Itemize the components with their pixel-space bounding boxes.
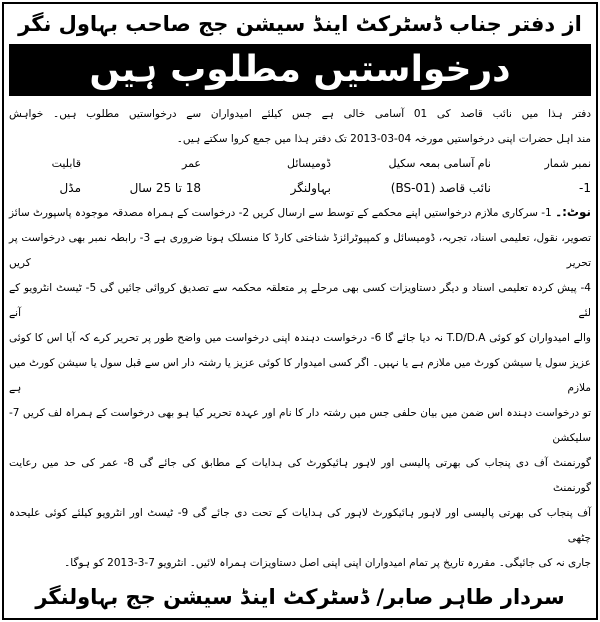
header-serial: نمبر شمار: [544, 157, 591, 170]
applications-wanted-banner: درخواستیں مطلوب ہیں: [9, 44, 591, 96]
note-line: 4- پیش کردہ تعلیمی اسناد و دیگر دستاویزات کسی بھی مرحلے پر متعلقہ محکمہ سے تصدیق کروائی جائیں گی 5- ٹیسٹ انٹرویو کے لئے آنے: [9, 282, 591, 319]
cell-age: 18 تا 25 سال: [129, 181, 201, 195]
signature: سردار طاہر صابر/ ڈسٹرکٹ اینڈ سیشن جج بہاولنگر: [35, 585, 565, 609]
note-line: تصویر، نقول، تعلیمی اسناد، تجربہ، ڈومیسائل و کمپیوٹرائزڈ شناختی کارڈ کا منسلک ہونا ضروری ہے 3- رابطہ نمبر بھی درخواست پر تحریر کریں: [9, 232, 591, 269]
header-qualification: قابلیت: [51, 157, 81, 170]
note-line: گورنمنٹ آف دی پنجاب کی بھرتی پالیسی اور لاہور ہائیکورٹ کی ہدایات کے مطابق کی جائے گی 8- عمر کی حد میں رعایت گورنمنٹ: [9, 457, 591, 494]
office-title: از دفتر جناب ڈسٹرکٹ اینڈ سیشن جج صاحب بہاول نگر: [18, 12, 582, 36]
note-line: والے امیدواران کو کوئی T.D/D.A نہ دیا جائے گا 6- درخواست دہندہ اپنی درخواست میں واضح طور پر تحریر کرے کہ آیا اس کا کوئی: [9, 332, 591, 344]
note-line: تو درخواست دہندہ اس ضمن میں بیان حلفی جس میں رشتہ دار کا نام اور عہدہ تحریر کیا ہو بھی درخواست کے ہمراہ لف کریں 7- سلیکشن: [9, 407, 591, 444]
header-domicile: ڈومیسائل: [287, 157, 331, 170]
note-text: 1- سرکاری ملازم درخواستیں اپنے محکمے کے توسط سے ارسال کریں 2- درخواست کے ہمراہ مصدقہ موجودہ پاسپورٹ سائز: [9, 207, 552, 219]
note-label: نوٹ:۔: [555, 205, 591, 219]
header-age: عمر: [182, 157, 201, 170]
cell-domicile: بہاولنگر: [290, 181, 331, 195]
cell-post: نائب قاصد (BS-01): [390, 181, 491, 195]
table-row: [9, 176, 591, 200]
note-line: جاری نہ کی جائیگی۔ مقررہ تاریخ پر تمام امیدواران اپنی اپنی اصل دستاویزات ہمراہ لائیں۔ انٹرویو 7-3-2013 کو ہوگا۔: [64, 557, 591, 569]
note-line: [9, 200, 591, 226]
cell-qualification: مڈل: [59, 181, 81, 195]
note-line: عزیز سول یا سیشن کورٹ میں ملازم ہے یا نہیں۔ اگر کسی امیدوار کا کوئی عزیز یا رشتہ دار اس سے قبل سول یا سیشن کورٹ میں ملازم ہے: [9, 357, 591, 394]
cell-serial: 1-: [579, 181, 591, 195]
header-post: نام آسامی بمعہ سکیل: [388, 157, 491, 170]
job-advertisement: [2, 2, 598, 620]
intro-line: دفتر ہذا میں نائب قاصد کی 01 آسامی خالی ہے جس کیلئے امیدواران سے درخواستیں مطلوب ہیں۔ خواہش: [9, 108, 591, 120]
table-header: [9, 152, 591, 176]
intro-line: مند اہل حضرات اپنی درخواستیں مورخہ 04-03-2013 تک دفتر ہذا میں جمع کروا سکتے ہیں۔: [176, 133, 591, 145]
note-line: آف پنجاب کی بھرتی پالیسی اور لاہور ہائیکورٹ لاہور کی ہدایات کے تحت دی جائے گی 9- ٹیسٹ اور انٹرویو کیلئے کوئی علیحدہ چٹھی: [9, 507, 591, 544]
